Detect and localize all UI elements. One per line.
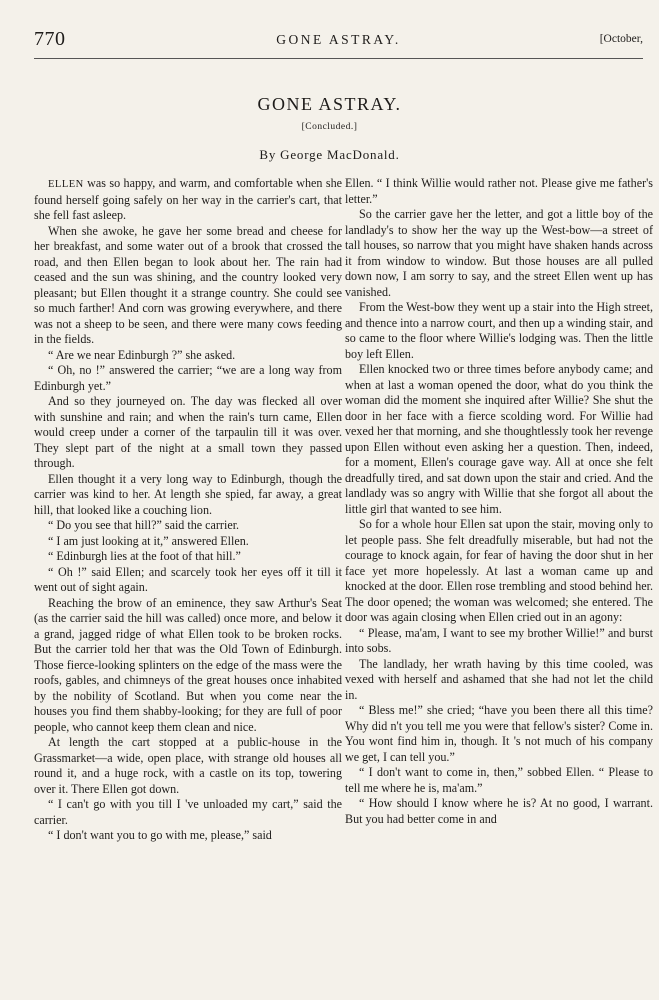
article-byline: By George MacDonald. (259, 147, 400, 162)
paragraph (34, 596, 342, 736)
paragraph (34, 518, 342, 534)
paragraph (345, 207, 653, 300)
paragraph-text: “ Oh, no !” answered the carrier; “we are a long way from Edinburgh yet.” (34, 363, 342, 393)
paragraph (34, 394, 342, 472)
paragraph (345, 796, 653, 827)
paragraph-text: Ellen. “ I think Willie would rather not. Please give me father's letter.” (345, 176, 653, 206)
paragraph (345, 703, 653, 765)
paragraph-text: “ How should I know where he is? At no good, I warrant. But you had better come in and (345, 796, 653, 826)
paragraph (34, 176, 342, 224)
paragraph-text: So the carrier gave her the letter, and got a little boy of the landlady's to show her the way up the West-bow—a street of tall houses, so narrow that you might have shaken hands across it from window to window. But those houses are all pulled down now, I am sorry to say, and the street Ellen went up has vanished. (345, 207, 653, 299)
paragraph-text: “ Please, ma'am, I want to see my brother Willie!” and burst into sobs. (345, 625, 653, 655)
left-column (34, 176, 342, 844)
paragraph-text: At length the cart stopped at a public-house in the Grassmarket—a wide, open place, with strange old houses all round it, and a huge rock, with a castle on its top, towering over it. There Ellen got down. (34, 735, 342, 796)
paragraph (34, 472, 342, 519)
paragraph (34, 363, 342, 394)
paragraph-text: “ I don't want to come in, then,” sobbed Ellen. “ Please to tell me where he is, ma'am.” (345, 765, 653, 795)
paragraph (34, 534, 342, 550)
paragraph (345, 300, 653, 362)
paragraph-text: “ Do you see that hill?” said the carrier. (48, 518, 240, 532)
header-rule (34, 58, 643, 59)
paragraph (34, 565, 342, 596)
paragraph-text: From the West-bow they went up a stair into the High street, and thence into a narrow court, and then up a winding stair, and so came to the floor where Willie's lodging was. Then the little boy left Ellen. (345, 300, 653, 361)
paragraph-text: The landlady, her wrath having by this time cooled, was vexed with herself and ashamed that she had not let the child in. (345, 656, 653, 702)
paragraph (34, 735, 342, 797)
paragraph-text: “ Oh !” said Ellen; and scarcely took her eyes off it till it went out of sight again. (34, 564, 342, 594)
running-month: [October, (599, 33, 643, 45)
paragraph-text: was so happy, and warm, and comfortable when she found herself going safely on her way in the carrier's cart, that she fell fast asleep. (34, 176, 342, 222)
paragraph (345, 626, 653, 657)
paragraph (34, 549, 342, 565)
paragraph-text: “ I can't go with you till I 've unloaded my cart,” said the carrier. (34, 797, 342, 827)
paragraph-text: When she awoke, he gave her some bread and cheese for her breakfast, and some water out of a brook that crossed the road, and then Ellen began to look about her. The rain had ceased and the sun was shining, and the country looked very pleasant; but Ellen thought it a strange country. She could see so much farther! And corn was growing everywhere, and there was not a sheep to be seen, and there were many cows feeding in the fields. (34, 223, 342, 346)
paragraph (34, 797, 342, 828)
article-title: GONE ASTRAY. (257, 94, 402, 114)
paragraph-lead: ELLEN (48, 179, 84, 190)
paragraph (345, 657, 653, 704)
paragraph (345, 517, 653, 626)
paragraph (34, 828, 342, 844)
paragraph (345, 176, 653, 207)
paragraph-text: Reaching the brow of an eminence, they saw Arthur's Seat (as the carrier said the hill was called) once more, and below it a grand, jagged ridge of what Ellen took to be broken rocks. But the carrier told her that was the Old Town of Edinburgh. Those fierce-looking splinters on the edge of the mass were the roofs, gables, and chimneys of the great houses once inhabited by the nobility of Scotland. But when you come near the houses you find them shabby-looking; for they are full of poor people, who cannot keep them clean and nice. (34, 595, 342, 734)
paragraph (345, 362, 653, 517)
running-title: GONE ASTRAY. (276, 32, 401, 47)
paragraph-text: And so they journeyed on. The day was flecked all over with sunshine and rain; and when the rain's turn came, Ellen would creep under a corner of the tarpaulin till it was over. They slept part of the night at a small town they passed through. (34, 394, 342, 470)
paragraph-text: “ Bless me!” she cried; “have you been there all this time? Why did n't you tell me you were that fellow's sister? Come in. You wont find him in, though. It 's not much of his company we get, I can tell you.” (345, 703, 653, 764)
paragraph (345, 765, 653, 796)
page-number: 770 (34, 28, 66, 50)
right-column (345, 176, 653, 827)
article-subtitle: [Concluded.] (301, 122, 358, 132)
paragraph (34, 224, 342, 348)
paragraph-text: “ Edinburgh lies at the foot of that hill.” (48, 549, 241, 563)
paragraph-text: So for a whole hour Ellen sat upon the stair, moving only to let people pass. She felt dreadfully miserable, but had not the courage to knock again, for fear of having the door shut in her face yet more hopelessly. At last a woman came up and knocked at the door. Ellen rose trembling and stood behind her. The door opened; the woman was welcomed; she entered. The door was again closing when Ellen cried out in an agony: (345, 517, 653, 624)
paragraph-text: “ Are we near Edinburgh ?” she asked. (48, 347, 236, 362)
paragraph (34, 348, 342, 364)
paragraph-text: Ellen thought it a very long way to Edinburgh, though the carrier was kind to her. At length she spied, far away, a great hill, that looked like a couching lion. (34, 471, 342, 517)
paragraph-text: “ I don't want you to go with me, please,” said (48, 828, 272, 842)
paragraph-text: “ I am just looking at it,” answered Ellen. (48, 533, 249, 548)
paragraph-text: Ellen knocked two or three times before anybody came; and when at last a woman opened the door, what do you think the woman did the moment she inquired after Willie? She shut the door in her face with a fierce scolding word. For Willie had vexed her that morning, and she thoughtlessly took her revenge upon Ellen without even asking her a question. Then, indeed, for a moment, Ellen's courage gave way. All at once she felt dreadfully tired, and sat down upon the stair and cried. And the landlady was so angry with Willie that she forgot all about the little girl that wanted to see him. (345, 362, 653, 516)
page-header (34, 28, 643, 52)
